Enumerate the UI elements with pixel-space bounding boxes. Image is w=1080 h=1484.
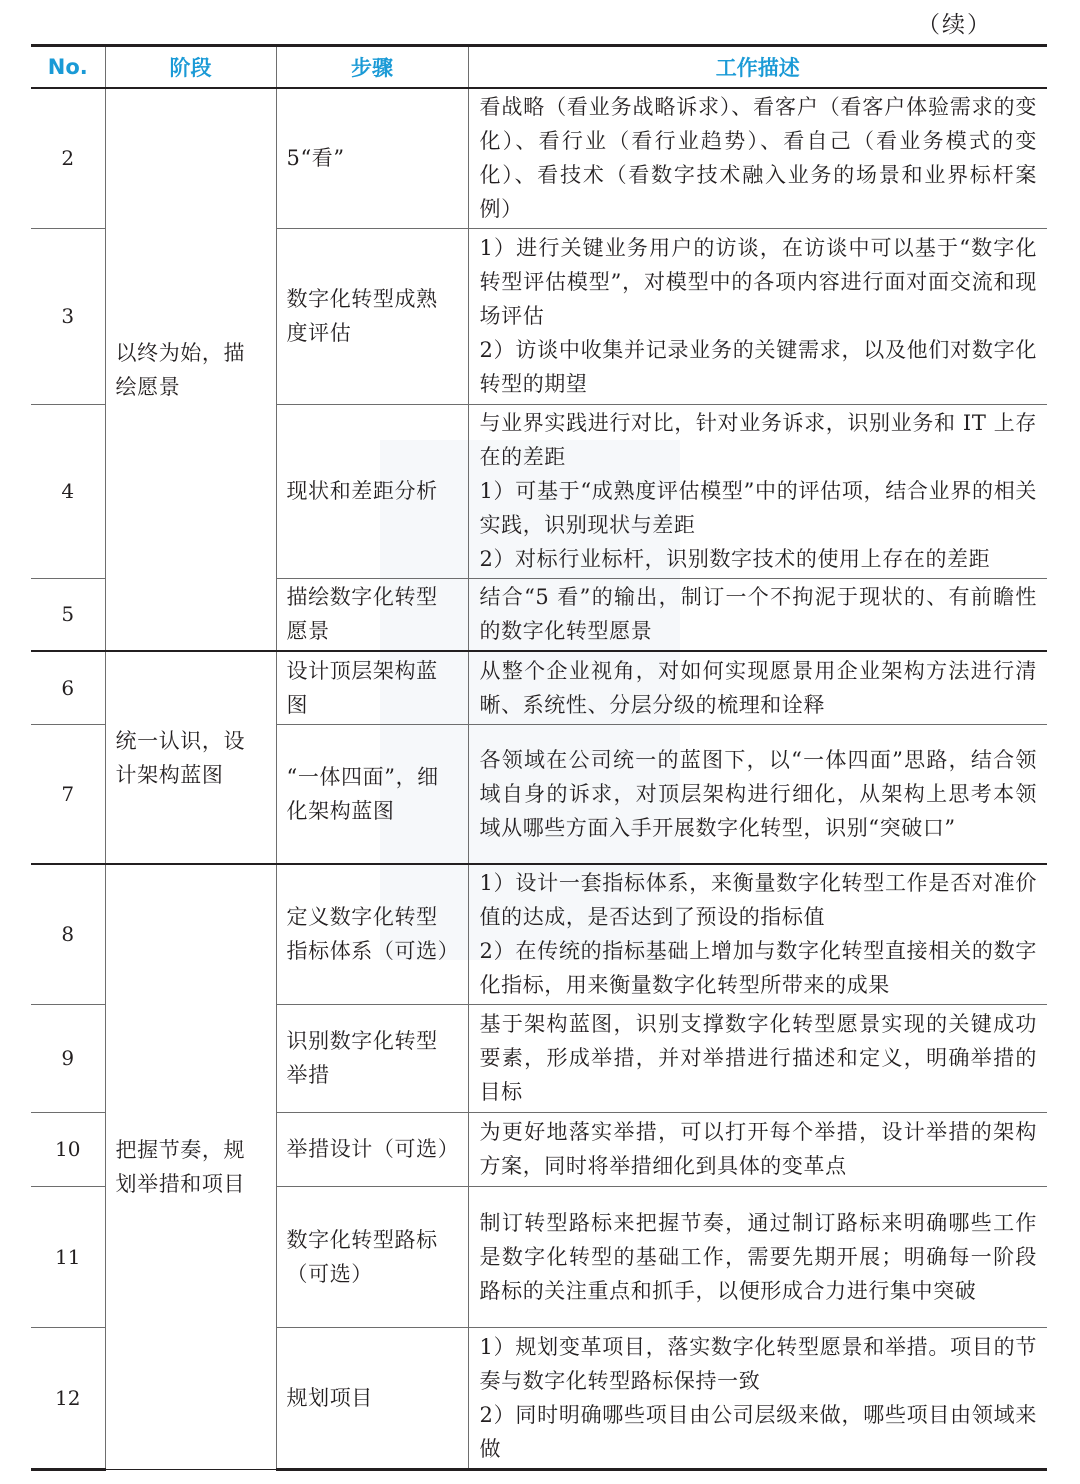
row-no: 7 (31, 724, 105, 864)
step-cell: 定义数字化转型指标体系（可选） (276, 864, 468, 1004)
header-step: 步骤 (276, 46, 468, 89)
step-cell: 描绘数字化转型愿景 (276, 578, 468, 651)
desc-paragraph: 1）可基于“成熟度评估模型”中的评估项，结合业界的相关实践，识别现状与差距 (479, 479, 1037, 537)
desc-paragraph: 2）访谈中收集并记录业务的关键需求，以及他们对数字化转型的期望 (479, 338, 1037, 396)
desc-paragraph: 1）规划变革项目，落实数字化转型愿景和举措。项目的节奏与数字化转型路标保持一致 (479, 1334, 1037, 1393)
step-cell: 数字化转型路标（可选） (276, 1186, 468, 1327)
row-no: 11 (31, 1186, 105, 1327)
step-cell: 规划项目 (276, 1327, 468, 1469)
step-cell: 数字化转型成熟度评估 (276, 228, 468, 404)
desc-paragraph: 1）进行关键业务用户的访谈，在访谈中可以基于“数字化转型评估模型”，对模型中的各项内容进行面对面交流和现场评估 (479, 236, 1037, 328)
row-no: 10 (31, 1112, 105, 1186)
process-table (31, 44, 1047, 1471)
desc-paragraph: 2）同时明确哪些项目由公司层级来做，哪些项目由领域来做 (479, 1402, 1037, 1461)
phase-cell: 统一认识，设计架构蓝图 (105, 651, 276, 864)
step-cell: 现状和差距分析 (276, 404, 468, 578)
row-no: 4 (31, 404, 105, 578)
desc-cell: 结合“5 看”的输出，制订一个不拘泥于现状的、有前瞻性的数字化转型愿景 (468, 578, 1047, 651)
desc-cell: 各领域在公司统一的蓝图下，以“一体四面”思路，结合领域自身的诉求，对顶层架构进行细化，从架构上思考本领域从哪些方面入手开展数字化转型，识别“突破口” (468, 724, 1047, 864)
header-phase: 阶段 (105, 46, 276, 89)
phase-cell: 以终为始，描绘愿景 (105, 88, 276, 651)
header-no: No. (31, 46, 105, 89)
desc-paragraph: 2）在传统的指标基础上增加与数字化转型直接相关的数字化指标，用来衡量数字化转型所带来的成果 (479, 939, 1037, 998)
header-desc: 工作描述 (468, 46, 1047, 89)
phase-cell: 把握节奏，规划举措和项目 (105, 864, 276, 1469)
step-cell: “一体四面”，细化架构蓝图 (276, 724, 468, 864)
continued-label: （续） (917, 12, 992, 38)
step-cell: 设计顶层架构蓝图 (276, 651, 468, 724)
desc-cell (468, 864, 1047, 1004)
desc-cell: 看战略（看业务战略诉求）、看客户（看客户体验需求的变化）、看行业（看行业趋势）、看自己（看业务模式的变化）、看技术（看数字技术融入业务的场景和业界标杆案例） (468, 88, 1047, 228)
desc-cell (468, 404, 1047, 578)
table-row (31, 651, 1047, 724)
table-header-row (31, 46, 1047, 89)
desc-paragraph: 与业界实践进行对比，针对业务诉求，识别业务和 IT 上存在的差距 (479, 411, 1037, 469)
desc-paragraph: 1）设计一套指标体系，来衡量数字化转型工作是否对准价值的达成，是否达到了预设的指标值 (479, 871, 1037, 930)
row-no: 6 (31, 651, 105, 724)
table-row (31, 864, 1047, 1004)
row-no: 3 (31, 228, 105, 404)
step-cell: 5“看” (276, 88, 468, 228)
row-no: 2 (31, 88, 105, 228)
row-no: 9 (31, 1004, 105, 1112)
row-no: 8 (31, 864, 105, 1004)
row-no: 12 (31, 1327, 105, 1469)
desc-cell (468, 1327, 1047, 1469)
row-no: 5 (31, 578, 105, 651)
step-cell: 识别数字化转型举措 (276, 1004, 468, 1112)
desc-cell: 为更好地落实举措，可以打开每个举措，设计举措的架构方案，同时将举措细化到具体的变革点 (468, 1112, 1047, 1186)
step-cell: 举措设计（可选） (276, 1112, 468, 1186)
desc-cell: 从整个企业视角，对如何实现愿景用企业架构方法进行清晰、系统性、分层分级的梳理和诠释 (468, 651, 1047, 724)
table-row (31, 88, 1047, 228)
desc-cell: 制订转型路标来把握节奏，通过制订路标来明确哪些工作是数字化转型的基础工作，需要先期开展；明确每一阶段路标的关注重点和抓手，以便形成合力进行集中突破 (468, 1186, 1047, 1327)
desc-paragraph: 2）对标行业标杆，识别数字技术的使用上存在的差距 (479, 547, 991, 571)
desc-cell: 基于架构蓝图，识别支撑数字化转型愿景实现的关键成功要素，形成举措，并对举措进行描述和定义，明确举措的目标 (468, 1004, 1047, 1112)
desc-cell (468, 228, 1047, 404)
